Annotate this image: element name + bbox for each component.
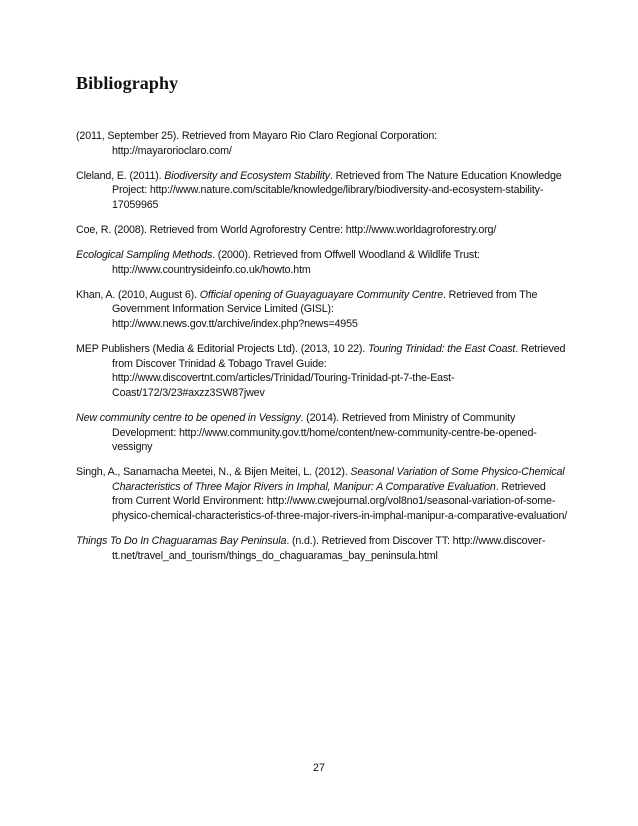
- reference-title: New community centre to be opened in Vessigny: [76, 411, 301, 424]
- reference-entry: [76, 411, 568, 455]
- reference-entry: [76, 465, 568, 523]
- reference-url: http://www.worldagroforestry.org/: [345, 223, 497, 236]
- reference-entry: [76, 342, 568, 400]
- reference-entry: [76, 534, 568, 563]
- reference-authors-date: Khan, A. (2010, August 6).: [76, 288, 200, 301]
- reference-url: http://www.nature.com/scitable/knowledge/library/biodiversity-and-ecosystem-stability-17059965: [112, 184, 544, 211]
- reference-source: . Retrieved from The Government Information Service Limited (GISL):: [112, 288, 538, 316]
- reference-title: Seasonal Variation of Some Physico-Chemical Characteristics of Three Major Rivers in Imphal, Manipur: A Comparative Evaluation: [112, 466, 565, 493]
- reference-url: http://www.discover-tt.net/travel_and_tourism/things_do_chaguaramas_bay_peninsula.html: [112, 535, 546, 562]
- reference-url: http://www.news.gov.tt/archive/index.php?news=4955: [112, 317, 358, 330]
- reference-title: Touring Trinidad: the East Coast: [367, 343, 516, 356]
- reference-entry: [76, 248, 568, 277]
- reference-source: . Retrieved from Current World Environment:: [112, 480, 546, 508]
- reference-authors-date: MEP Publishers (Media & Editorial Projects Ltd). (2013, 10 22).: [76, 343, 368, 356]
- reference-entry: [76, 288, 568, 332]
- reference-list: [76, 129, 568, 574]
- reference-url: http://www.community.gov.tt/home/content/new-community-centre-be-opened-vessigny: [112, 426, 537, 454]
- reference-url: http://www.cwejournal.org/vol8no1/seasonal-variation-of-some-physico-chemical-characteristics-of-three-major-rivers-in-imphal-manipur-a-comparative-evaluation/: [112, 495, 568, 522]
- reference-source: . (2000). Retrieved from Offwell Woodland & Wildlife Trust:: [212, 249, 480, 262]
- reference-title: Official opening of Guayaguayare Community Centre: [199, 288, 444, 301]
- reference-url: http://www.countrysideinfo.co.uk/howto.htm: [112, 263, 311, 276]
- reference-source: . (n.d.). Retrieved from Discover TT:: [286, 535, 453, 548]
- reference-source: . (2014). Retrieved from Ministry of Community Development:: [112, 411, 516, 439]
- reference-title: Things To Do In Chaguaramas Bay Peninsula: [76, 535, 287, 548]
- reference-title: Biodiversity and Ecosystem Stability: [164, 169, 330, 182]
- bibliography-heading: Bibliography: [76, 73, 179, 93]
- reference-url: http://mayarorioclaro.com/: [112, 144, 232, 157]
- reference-entry: [76, 129, 568, 158]
- reference-authors-date: Coe, R. (2008). Retrieved from World Agroforestry Centre:: [76, 223, 346, 236]
- reference-entry: [76, 169, 568, 213]
- reference-source: . Retrieved from The Nature Education Knowledge Project:: [112, 169, 562, 197]
- page-number: 27: [313, 762, 325, 774]
- reference-authors-date: Singh, A., Sanamacha Meetei, N., & Bijen Meitei, L. (2012).: [76, 466, 351, 479]
- reference-title: Ecological Sampling Methods: [76, 249, 213, 262]
- reference-authors-date: (2011, September 25). Retrieved from Mayaro Rio Claro Regional Corporation:: [76, 130, 438, 142]
- reference-authors-date: Cleland, E. (2011).: [76, 169, 165, 182]
- reference-entry: [76, 223, 568, 238]
- reference-source: . Retrieved from Discover Trinidad & Tobago Travel Guide:: [112, 343, 566, 370]
- reference-url: http://www.discovertnt.com/articles/Trinidad/Touring-Trinidad-pt-7-the-East-Coast/172/3/23#axzz3SW87jwev: [112, 372, 455, 399]
